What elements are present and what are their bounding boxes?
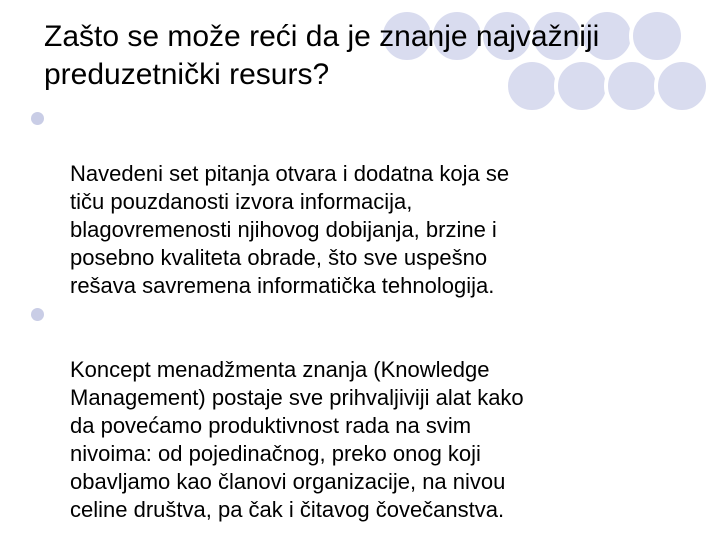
bullet-dot-icon [31, 308, 44, 321]
bullet-item [31, 104, 671, 300]
bullet-list [31, 104, 671, 524]
bullet-text: Navedeni set pitanja otvara i dodatna koja se tiču pouzdanosti izvora informacija, blagovremenosti njihovog dobijanja, brzine i posebno kvaliteta obrade, što sve uspešno rešava savremena informatička tehnologija. [70, 161, 510, 298]
slide-title: Zašto se može reći da je znanje najvažniji preduzetnički resurs? [44, 20, 600, 91]
bullet-item [31, 300, 671, 524]
bullet-dot-icon [31, 112, 44, 125]
bullet-text: Koncept menadžmenta znanja (Knowledge Management) postaje sve prihvaljiviji alat kako da povećamo produktivnost rada na svim nivoima: od pojedinačnog, preko onog koji obavljamo kao članovi organizacije, na nivou celine društva, pa čak i čitavog čovečanstva. [70, 357, 524, 522]
